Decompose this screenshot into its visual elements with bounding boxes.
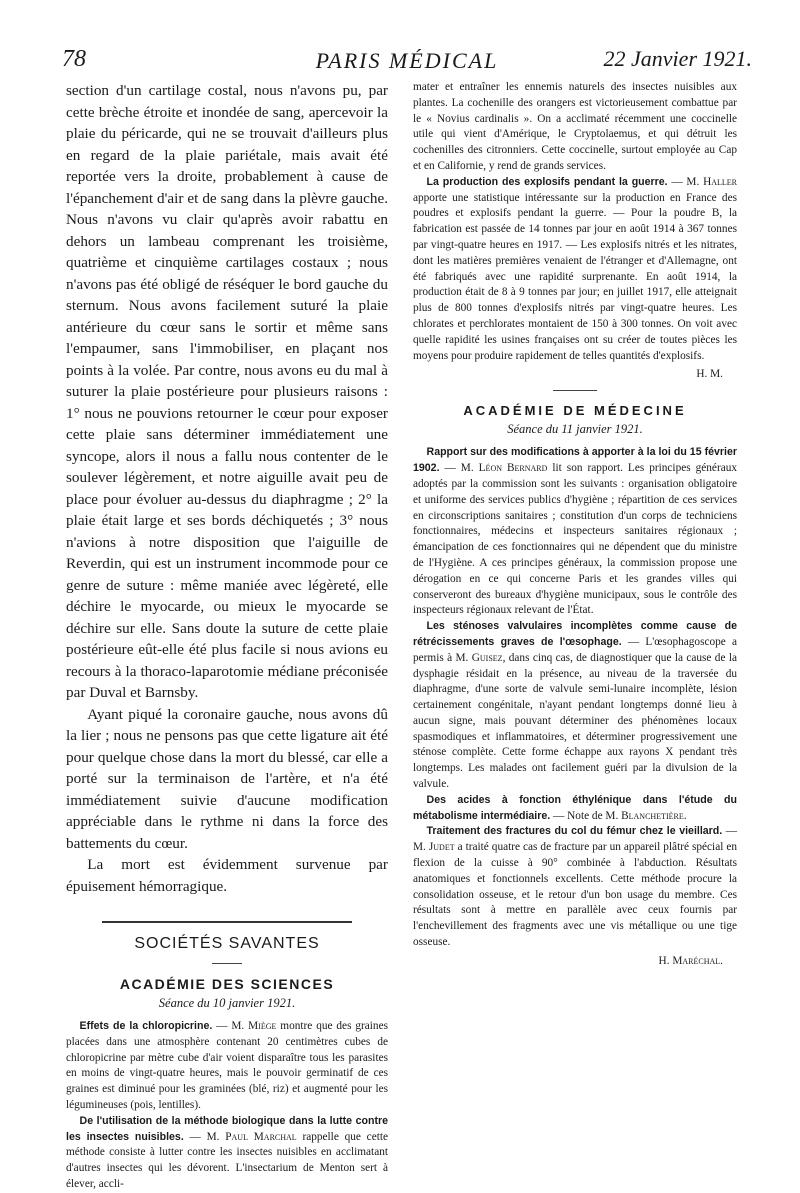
article-paragraph: La mort est évidemment survenue par épuisement hémorragique.: [66, 856, 388, 895]
report-text: .: [683, 809, 687, 822]
left-column: [66, 80, 388, 1193]
report-dash: — Note de M.: [550, 809, 622, 822]
report-lead: La production des explosifs pendant la guerre.: [426, 175, 668, 188]
report-lead: Rapport sur des modifications à apporter à la loi du 15 février 1902.: [413, 446, 737, 475]
report-lead: Effets de la chloropicrine.: [79, 1020, 213, 1032]
author-name: Paul Marchal: [225, 1130, 297, 1143]
report-text: apporte une statistique intéressante sur la production en France des poudres et explosifs pendant la guerre. — Pour la poudre B, la fabrication est passée de 14 tonnes par jour en août 1914 à 367 tonnes par vingt-quatre heures en 1917. — Les explosifs nitrés et les nitrates, dont les matières premières venaient de l'étranger et d'Allemagne, ont été fabriqués avec une rapidité surprenante. En août 1914, la production était de 8 à 9 tonnes par jour; en juillet 1917, elle atteignait plus de 800 tonnes d'explosifs nitrés par vingt-quatre heures. Les chlorates et perchlorates montaient de 150 à 300 tonnes. On voit avec quelle rapidité les usines françaises ont su créer de toutes pièces les moyens pour produire rapidement de telles quantités d'explosifs.: [413, 191, 737, 362]
report-item: [66, 1114, 388, 1193]
report-lead: De l'utilisation de la méthode biologique dans la lutte contre les insectes nuisibles.: [66, 1114, 388, 1143]
academy-heading: ACADÉMIE DES SCIENCES: [119, 976, 335, 992]
report-item: [413, 619, 737, 793]
academy-heading: ACADÉMIE DE MÉDECINE: [463, 403, 687, 419]
report-lead: Les sténoses valvulaires incomplètes comme cause de rétrécissements graves de l'œsophage.: [413, 620, 737, 648]
report-item: [66, 1019, 388, 1114]
author-name: Haller: [703, 175, 737, 188]
report-dash: — M.: [212, 1020, 249, 1032]
report-continuation: mater et entraîner les ennemis naturels des insectes nuisibles aux plantes. La cochenille des orangers est victorieusement combattue par le « Novius cardinalis ». On a acclimaté récemment une coccinelle utile qui vient d'Amérique, le Cryptolaemus, et qui détruit les cochenilles des citronniers. Cette coccinelle, surtout employée au Cap et en Californie, y rend de grands services.: [413, 81, 737, 172]
article-paragraph: section d'un cartilage costal, nous n'avons pu, par cette brèche étroite et inondée de sang, apercevoir la plaie du péricarde, qui ne se trouvait d'ailleurs plus en regard de la plaie pariétale, mais avait été reportée vers la droite, probablement à cause de l'épanchement d'air et de sang dans la plèvre gauche. Nous n'avons vu clair qu'après avoir rabattu en dehors un lambeau comprenant les troisième, quatrième et cinquième cartilages costaux ; nous n'avons pas été obligé de réséquer le bord gauche du sternum. Nous avons facilement suturé la plaie antérieure du cœur sans le sortir et même sans l'empaumer, sans l'immobiliser, en plaçant nos points à la volée. Par contre, nous avons eu du mal à suturer la plaie postérieure pour plusieurs raisons : 1° nous ne pouvions retourner le cœur pour exposer cette plaie sans déterminer immédiatement une syncope, alors il nous a fallu nous contenter de le soulever légèrement, et notre aiguille avait peu de place pour évoluer au-dessus du diaphragme ; 2° la plaie était large et ses bords déchiquetés ; 3° nous n'avions à notre disposition que l'aiguille de Reverdin, qui est un instrument incommode pour ce genre de suture : même maniée avec légèreté, elle déchire le myocarde, ou mieux le myocarde se déchire sur elle. Sans doute la suture de cette plaie postérieure eût-elle été plus facile si nous avions eu recours à la thoraco-laparotomie médiane préconisée par Duval et Barnsby.: [66, 82, 388, 701]
report-dash: — M.: [439, 462, 479, 475]
heading-rule: [212, 963, 242, 964]
page-header: [62, 46, 752, 76]
author-name: Miège: [248, 1020, 277, 1032]
report-item: [413, 175, 737, 365]
article-paragraph: Ayant piqué la coronaire gauche, nous avons dû la lier ; nous ne pensons pas que cette ligature ait été pour quelque chose dans la mort du blessé, car elle a porté sur la terminaison de l'artère, et n'a été immédiatement suivie d'aucune modification appréciable dans le rythme ni dans la force des battements du cœur.: [66, 705, 388, 852]
issue-date: 22 Janvier 1921.: [603, 46, 752, 71]
report-text: montre que des graines placées dans une atmosphère contenant 20 centimètres cubes de chloropicrine par mètre cube d'air voient disparaître tous les parasites en moins de vingt-quatre heures, mais le pouvoir germinatif de ces graines est diminué pour les graminées (blé, riz) et augmenté pour les légumineuses (pois, lentilles).: [66, 1020, 388, 1111]
report-text: a traité quatre cas de fracture par un appareil plâtré spécial en flexion de la cuisse à 90° combinée à l'abduction. Résultats anatomiques et fonctionnels excellents. Cette méthode procure la consolidation osseuse, et le retour d'un bon usage du membre. Ces résultats sont à mettre en parallèle avec ceux fournis par l'enchevillement des fragments avec une vis métallique ou une tige osseuse.: [413, 841, 737, 949]
report-text: lit son rapport. Les principes généraux adoptés par la commission sont les suivants : organisation obligatoire et uniforme des services publics d'hygiène ; répartition de ces services en circonscriptions sanitaires ; constitution d'un corps de techniciens fonctionnaires, médecins et inspecteurs sanitaires régionaux ; émancipation de ces fonctionnaires qui ne dépendent que du ministre de l'Hygiène. A ces principes généraux, la commission propose une dérogation en ce qui concerne Paris et les grandes villes qui conserveront des bureaux d'hygiène municipaux, sous le contrôle des inspecteurs régionaux relevant de l'État.: [413, 462, 738, 617]
section-divider: [102, 921, 352, 923]
signature: H. M.: [696, 368, 723, 381]
section-divider: [553, 390, 597, 391]
report-dash: — M.: [183, 1130, 226, 1143]
section-title: SOCIÉTÉS SAVANTES: [134, 935, 320, 952]
page-number: 78: [62, 46, 86, 72]
journal-title: PARIS MÉDICAL: [315, 48, 499, 73]
report-lead: Des acides à fonction éthylénique dans l'étude du métabolisme intermédiaire.: [413, 793, 737, 822]
session-date: Séance du 10 janvier 1921.: [158, 996, 296, 1010]
report-item: [413, 793, 737, 825]
author-name: Judet: [428, 841, 455, 854]
session-date: Séance du 11 janvier 1921.: [507, 422, 643, 437]
author-name: Guisez: [471, 651, 503, 664]
report-text: , dans cinq cas, de diagnostiquer que la cause de la dysphagie résidait en la présence, au niveau de la traversée du diaphragme, d'une sorte de valvule semi-lunaire incomplète, lésion certainement congénitale, n'ayant pendant longtemps donné lieu à aucun signe, mais pouvant déterminer des phénomènes locaux spasmodiques et inflammatoires, et déterminer progressivement une sténose complète. Cette forme échappe aux rayons X pendant très longtemps. Les malades ont facilement guéri par la divulsion de la valvule.: [413, 651, 737, 791]
report-text: rappelle que cette méthode consiste à lutter contre les insectes nuisibles en acclimatant d'autres insectes qui les dévorent. L'insectarium de Menton sert à élever, accli-: [66, 1130, 389, 1190]
report-item: [413, 445, 737, 619]
report-dash: — M.: [413, 825, 738, 854]
report-dash: — M.: [667, 175, 704, 188]
author-name: Léon Bernard: [478, 462, 548, 475]
right-column: [413, 80, 737, 967]
signature: H. Maréchal.: [658, 954, 723, 967]
author-name: Blanchetière: [621, 809, 684, 822]
report-item: [413, 824, 737, 950]
report-lead: Traitement des fractures du col du fémur chez le vieillard.: [426, 825, 723, 838]
report-dash: — L'œsophagoscope a permis à M.: [413, 635, 737, 664]
